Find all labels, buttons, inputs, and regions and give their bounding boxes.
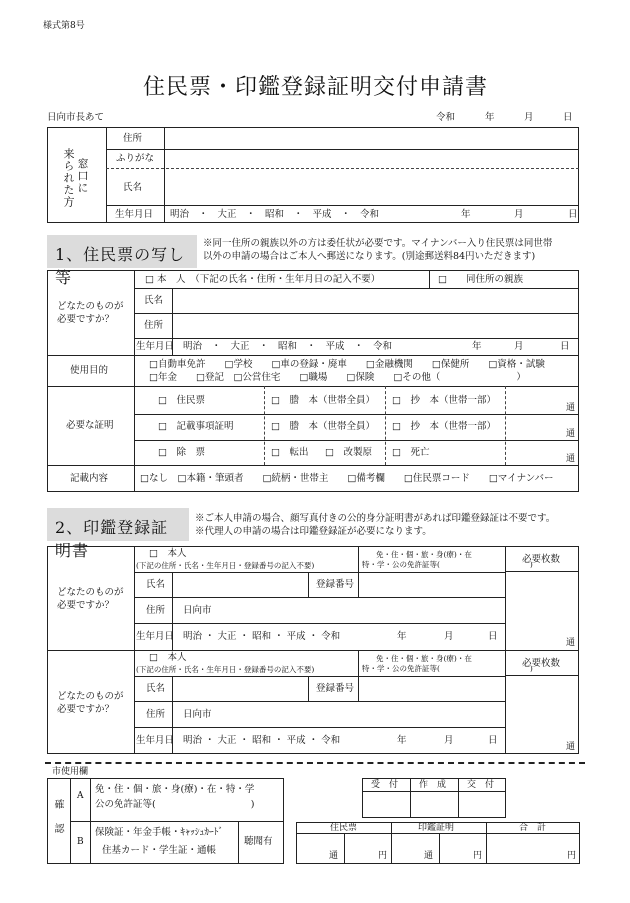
applicant-address-label: 住所	[123, 133, 143, 144]
inkan2-dob-day: 日	[488, 735, 498, 746]
fee-inkan-yen-unit: 円	[473, 851, 483, 861]
inkan1-dob-year: 年	[397, 631, 407, 642]
fee-total-label: 合 計	[519, 823, 547, 833]
section1-note-1: ※同一住所の親族以外の方は委任状が必要です。マイナンバー入り住民票は同世帯	[203, 238, 553, 249]
inkan1-self-checkbox[interactable]: □ 本人	[149, 548, 187, 559]
fee-inkan-count-unit: 通	[424, 851, 434, 861]
inkan1-who-label-2: 必要ですか？	[57, 600, 115, 611]
section2-note-1: ※ご本人申請の場合、顔写真付きの公的身分証明書があれば印鑑登録証は不要です。	[195, 513, 556, 524]
inkan1-dob-eras: 明治 ・ 大正 ・ 昭和 ・ 平成 ・ 令和	[183, 631, 341, 642]
section1-dob-eras: 明治 ・ 大正 ・ 昭和 ・ 平成 ・ 令和	[183, 341, 393, 352]
section1-dob-day: 日	[560, 341, 570, 352]
purpose-options-1[interactable]: □自動車免許 □学校 □車の登録・廃車 □金融機関 □保健所 □資格・試験	[149, 359, 545, 370]
date-era: 令和	[436, 112, 456, 123]
section1-heading: 1、住民票の写し等	[47, 235, 197, 268]
cert-shohon-2[interactable]: □ 抄 本（世帯一部）	[392, 421, 496, 432]
cut-line	[45, 762, 585, 764]
inkan2-city: 日向市	[183, 709, 212, 720]
confirm-a: A	[77, 791, 84, 801]
cert-kisai[interactable]: □ 記載事項証明	[158, 421, 234, 432]
issued-label: 交 付	[467, 780, 495, 790]
inkan2-dob-eras: 明治 ・ 大正 ・ 昭和 ・ 平成 ・ 令和	[183, 735, 341, 746]
page-title: 住民票・印鑑登録証明交付申請書	[143, 75, 489, 100]
section1-who-label: どなたのものが	[57, 301, 124, 312]
applicant-name-label: 氏名	[123, 182, 143, 193]
inkan2-name-label: 氏名	[146, 683, 166, 694]
section2-note-2: ※代理人の申請の場合は印鑑登録証が必要になります。	[195, 526, 432, 537]
applicant-dob-day: 日	[568, 209, 578, 220]
section1-address-label: 住所	[144, 320, 164, 331]
inkan1-count-unit: 通	[566, 638, 576, 648]
fee-juumin-yen-unit: 円	[378, 851, 388, 861]
inkan2-license-1: 免・住・個・旅・身(療)・在	[376, 654, 472, 663]
applicant-dob-eras: 明治 ・ 大正 ・ 昭和 ・ 平成 ・ 令和	[170, 209, 380, 220]
count-unit-1: 通	[566, 403, 576, 413]
cert-juuminhyo[interactable]: □ 住民票	[158, 395, 205, 406]
confirm-label: 確認	[52, 799, 63, 847]
date-year: 年	[485, 112, 495, 123]
created-label: 作 成	[419, 780, 447, 790]
inkan2-dob-year: 年	[397, 735, 407, 746]
purpose-options-2[interactable]: □年金 □登記 □公営住宅 □職場 □保険 □その他（ ）	[149, 372, 526, 383]
cert-tohon-2[interactable]: □ 謄 本（世帯全員）	[271, 421, 375, 432]
applicant-side-label-2: 窓口に	[76, 158, 89, 194]
office-use-label: 市使用欄	[52, 767, 89, 777]
count-unit-2: 通	[566, 429, 576, 439]
inkan1-address-label: 住所	[146, 605, 166, 616]
form-number: 様式第8号	[43, 21, 85, 31]
inkan2-dob-label: 生年月日	[136, 735, 175, 746]
inkan1-who-label: どなたのものが	[57, 587, 124, 598]
inkan1-license-2: 特・学・公の免許証等( )	[362, 560, 533, 569]
contents-label: 記載内容	[70, 473, 109, 484]
section1-name-label: 氏名	[144, 295, 164, 306]
inkan1-dob-label: 生年月日	[136, 631, 175, 642]
inkan2-who-label-2: 必要ですか？	[57, 704, 115, 715]
confirm-b: B	[77, 837, 84, 847]
purpose-label: 使用目的	[70, 365, 109, 376]
inkan2-regno-label: 登録番号	[316, 683, 355, 694]
section1-dob-label: 生年月日	[136, 341, 175, 352]
applicant-side-label: 来られた方	[62, 148, 75, 208]
inkan2-count-label: 必要枚数	[522, 658, 561, 669]
date-day: 日	[563, 112, 573, 123]
cert-kaiseigen[interactable]: □ 改製原	[325, 447, 372, 458]
section1-who-label-2: 必要ですか？	[57, 314, 115, 325]
inkan1-name-label: 氏名	[146, 579, 166, 590]
fee-total-yen-unit: 円	[567, 851, 577, 861]
inkan2-license-2: 特・学・公の免許証等( )	[362, 664, 533, 673]
contents-options[interactable]: □なし □本籍・筆頭者 □続柄・世帯主 □備考欄 □住民票コード □マイナンバー	[140, 473, 554, 484]
cert-shohon-1[interactable]: □ 抄 本（世帯一部）	[392, 395, 496, 406]
inkan2-count-unit: 通	[566, 742, 576, 752]
inkan2-self-checkbox[interactable]: □ 本人	[149, 652, 187, 663]
certificates-label: 必要な証明	[66, 420, 114, 431]
section1-dob-month: 月	[514, 341, 524, 352]
hearing-label: 聴聞有	[244, 836, 273, 847]
received-label: 受 付	[371, 780, 399, 790]
applicant-furigana-label: ふりがな	[116, 153, 155, 164]
section1-self-checkbox[interactable]: □ 本 人 （下記の氏名・住所・生年月日の記入不要）	[145, 274, 381, 285]
cert-tenshutsu[interactable]: □ 転出	[271, 447, 309, 458]
fee-juumin-label: 住民票	[330, 823, 358, 833]
cert-johyo[interactable]: □ 除 票	[158, 447, 205, 458]
inkan1-self-note: (下記の住所・氏名・生年月日・登録番号の記入不要)	[136, 561, 315, 570]
applicant-dob-month: 月	[514, 209, 524, 220]
inkan1-count-label: 必要枚数	[522, 554, 561, 565]
date-month: 月	[524, 112, 534, 123]
section1-dob-year: 年	[472, 341, 482, 352]
applicant-dob-label: 生年月日	[115, 209, 154, 220]
cert-shibou[interactable]: □ 死亡	[392, 447, 430, 458]
count-unit-3: 通	[566, 454, 576, 464]
cert-tohon-1[interactable]: □ 謄 本（世帯全員）	[271, 395, 375, 406]
inkan2-address-label: 住所	[146, 709, 166, 720]
inkan2-who-label: どなたのものが	[57, 691, 124, 702]
inkan2-self-note: (下記の住所・氏名・生年月日・登録番号の記入不要)	[136, 665, 315, 674]
inkan2-dob-month: 月	[444, 735, 454, 746]
confirm-a-line-2: 公の免許証等( )	[95, 799, 255, 810]
section1-note-2: 以外の申請の場合はご本人へ郵送になります。(別途郵送料84円いただきます)	[203, 251, 536, 262]
inkan1-city: 日向市	[183, 605, 212, 616]
fee-juumin-count-unit: 通	[329, 851, 339, 861]
inkan1-dob-day: 日	[488, 631, 498, 642]
section2-heading: 2、印鑑登録証明書	[47, 508, 189, 541]
inkan1-license-1: 免・住・個・旅・身(療)・在	[376, 550, 472, 559]
inkan1-regno-label: 登録番号	[316, 579, 355, 590]
fee-inkan-label: 印鑑証明	[418, 823, 455, 833]
applicant-dob-year: 年	[461, 209, 471, 220]
section1-family-checkbox[interactable]: □ 同住所の親族	[438, 274, 523, 285]
inkan1-dob-month: 月	[444, 631, 454, 642]
confirm-b-line-2: 住基カード・学生証・通帳	[102, 845, 217, 856]
confirm-a-line-1: 免・住・個・旅・身(療)・在・特・学	[95, 784, 255, 795]
addressee: 日向市長あて	[47, 112, 105, 123]
confirm-b-line-1: 保険証・年金手帳・ｷｬｯｼｭｶｰﾄﾞ	[95, 827, 224, 838]
